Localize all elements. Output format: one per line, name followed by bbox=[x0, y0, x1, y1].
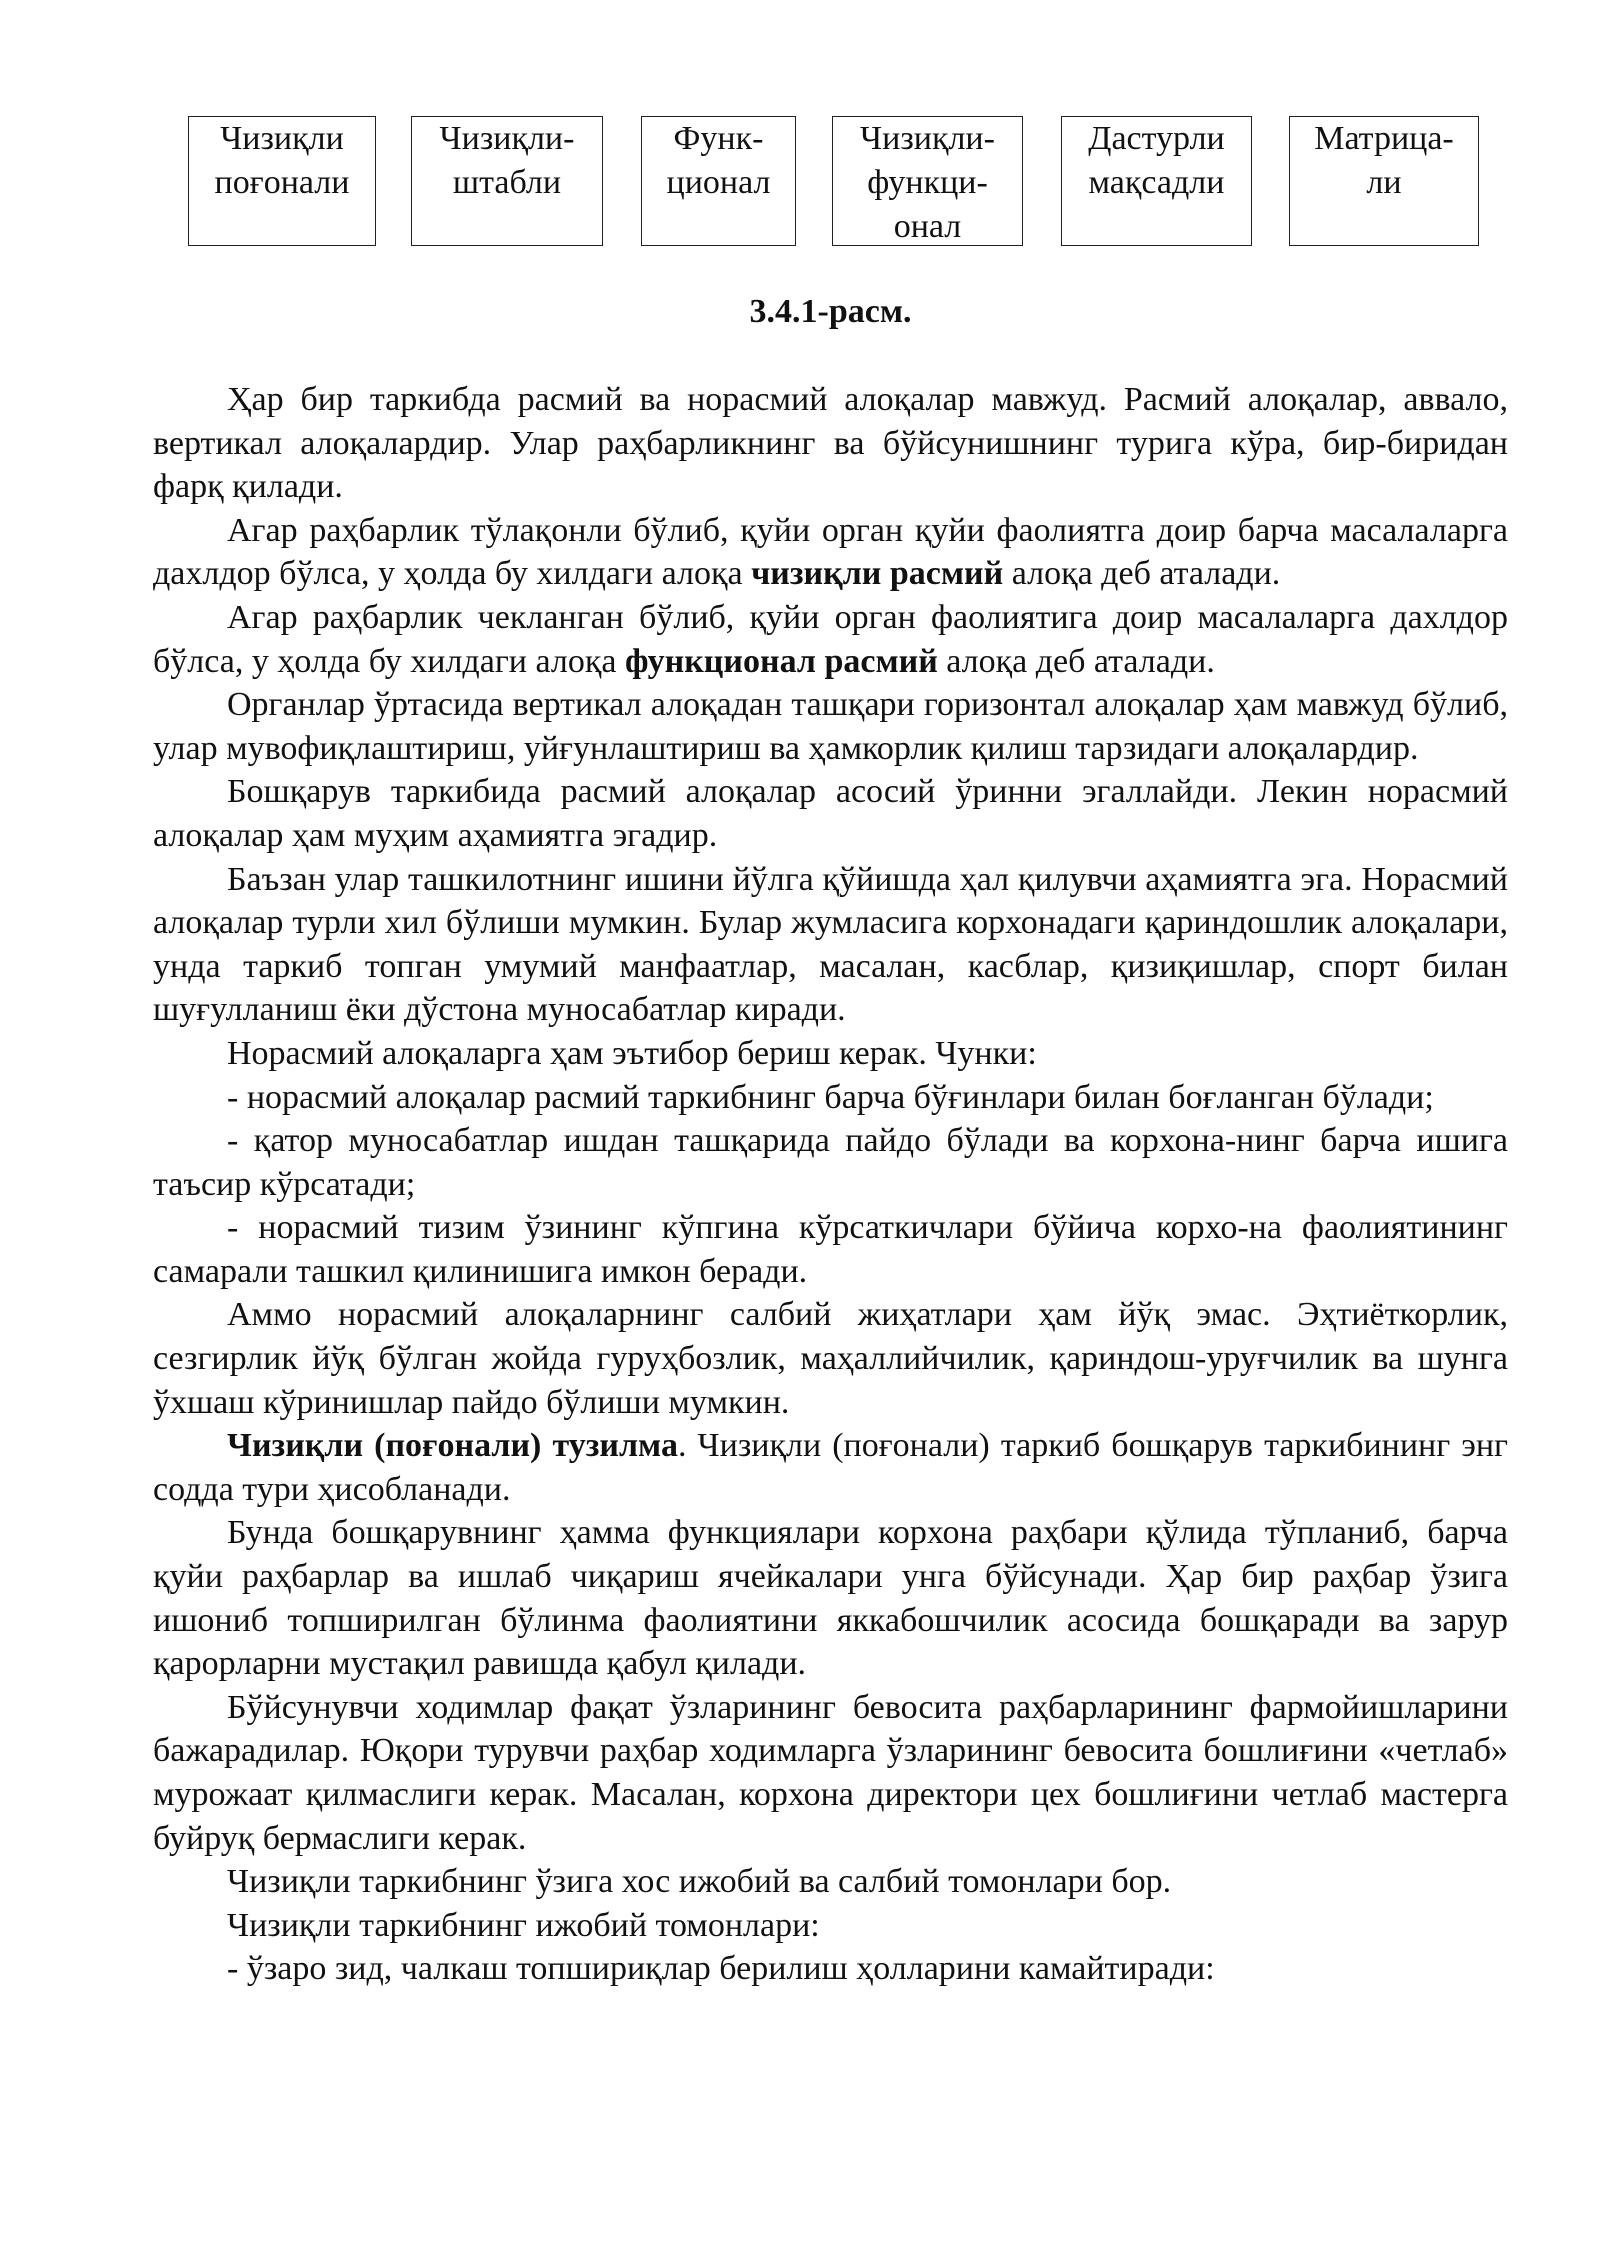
box-line: Дастурли bbox=[1088, 120, 1225, 157]
box-line: онал bbox=[893, 208, 962, 245]
paragraph: Норасмий алоқаларга ҳам эътибор бериш керак. Чунки: bbox=[227, 1034, 1037, 1072]
paragraph: Ҳар бир таркибда расмий ва норасмий алоқалар мавжуд. Расмий алоқалар, аввало, вертикал алоқалардир. Улар раҳбарликнинг ва бўйсунишнинг турига кўра, бир-биридан фарқ қилади. bbox=[153, 381, 1508, 506]
paragraph bbox=[153, 509, 1508, 596]
paragraph: Органлар ўртасида вертикал алоқадан ташқари горизонтал алоқалар ҳам мавжуд бўлиб, улар мувофиқлаштириш, уйғунлаштириш ва ҳамкорлик қилиш тарзидаги алоқалардир. bbox=[153, 686, 1508, 767]
list-item: - қатор муносабатлар ишдан ташқарида пайдо бўлади ва корхона-нинг барча ишига таъсир кўрсатади; bbox=[153, 1122, 1508, 1203]
box-line: Чизиқли- bbox=[439, 120, 575, 157]
paragraph: Бошқарув таркибида расмий алоқалар асосий ўринни эгаллайди. Лекин норасмий алоқалар ҳам муҳим аҳамиятга эгадир. bbox=[153, 773, 1508, 854]
box-linear-staff bbox=[411, 116, 603, 246]
paragraph: Чизиқли таркибнинг ўзига хос ижобий ва салбий томонлари бор. bbox=[227, 1863, 1172, 1901]
paragraph bbox=[153, 596, 1508, 683]
paragraph-text: Агар раҳбарлик чекланган бўлиб, қуйи орган фаолиятига доир масалаларга дахлдор бўлса, у ҳолда бу хилдаги алоқа bbox=[153, 598, 1508, 680]
paragraph: Бўйсунувчи ходимлар фақат ўзларининг бевосита раҳбарларининг фармойишларини бажарадилар. Юқори турувчи раҳбар ходимларга ўзларининг бевосита бошлиғини «четлаб» мурожаат қилмаслиги керак. Масалан, корхона директори цех бошлиғини четлаб мастерга буйруқ бермаслиги керак. bbox=[153, 1688, 1508, 1857]
box-line: Чизиқли- bbox=[860, 120, 995, 157]
org-structure-diagram bbox=[153, 116, 1508, 248]
box-functional bbox=[641, 116, 796, 246]
paragraph: Чизиқли таркибнинг ижобий томонлари: bbox=[227, 1906, 820, 1944]
box-matrix bbox=[1289, 116, 1479, 246]
box-line: Чизиқли bbox=[220, 120, 344, 157]
list-item: - норасмий тизим ўзининг кўпгина кўрсаткичлари бўйича корхо-на фаолиятининг самарали ташкил қилинишига имкон беради. bbox=[153, 1209, 1508, 1290]
box-line: штабли bbox=[452, 164, 562, 201]
paragraph-text: . Чизиқли (поғонали) таркиб бошқарув таркибининг энг содда тури ҳисобланади. bbox=[153, 1427, 1508, 1508]
paragraph bbox=[153, 1424, 1508, 1511]
paragraph-text: алоқа деб аталади. bbox=[937, 642, 1215, 680]
box-program-target bbox=[1061, 116, 1252, 246]
list-item: - ўзаро зид, чалкаш топшириқлар берилиш ҳолларини камайтиради: bbox=[227, 1950, 1215, 1988]
paragraph: Бунда бошқарувнинг ҳамма функциялари корхона раҳбари қўлида тўпланиб, барча қуйи раҳбарлар ва ишлаб чиқариш ячейкалари унга бўйсунади. Ҳар бир раҳбар ўзига ишониб топширилган бўлинма фаолиятини яккабошчилик асосида бошқаради ва зарур қарорларни мустақил равишда қабул қилади. bbox=[153, 1514, 1508, 1683]
bold-term: чизиқли расмий bbox=[751, 555, 1004, 593]
box-linear-functional bbox=[832, 116, 1023, 246]
figure-caption: 3.4.1-расм. bbox=[749, 293, 912, 330]
paragraph-text: Агар раҳбарлик тўлақонли бўлиб, қуйи орган қуйи фаолиятга доир барча масалаларга дахлдор бўлса, у ҳолда бу хилдаги алоқа bbox=[153, 511, 1508, 593]
box-line: функци- bbox=[867, 164, 988, 201]
box-linear-hierarchical bbox=[188, 116, 376, 246]
paragraph: Баъзан улар ташкилотнинг ишини йўлга қўйишда ҳал қилувчи аҳамиятга эга. Норасмий алоқалар турли хил бўлиши мумкин. Булар жумласига корхонадаги қариндошлик алоқалари, унда таркиб топган умумий манфаатлар, масалан, касблар, қизиқишлар, спорт билан шуғулланиш ёки дўстона муносабатлар киради. bbox=[153, 860, 1508, 1029]
body-text bbox=[153, 378, 1508, 1991]
paragraph: Аммо норасмий алоқаларнинг салбий жиҳатлари ҳам йўқ эмас. Эҳтиёткорлик, сезгирлик йўқ бўлган жойда гуруҳбозлик, маҳаллийчилик, қариндош-уруғчилик ва шунга ўхшаш кўринишлар пайдо бўлиши мумкин. bbox=[153, 1296, 1508, 1421]
box-line: Матрица- bbox=[1314, 120, 1454, 157]
paragraph-text: алоқа деб аталади. bbox=[1003, 555, 1281, 593]
box-line: мақсадли bbox=[1088, 164, 1225, 201]
box-line: поғонали bbox=[214, 164, 350, 201]
bold-term: Чизиқли (поғонали) тузилма bbox=[227, 1427, 678, 1465]
box-line: ционал bbox=[666, 164, 771, 201]
box-line: Функ- bbox=[673, 120, 764, 157]
list-item: - норасмий алоқалар расмий таркибнинг барча бўғинлари билан боғланган бўлади; bbox=[227, 1078, 1434, 1116]
bold-term: функционал расмий bbox=[624, 642, 938, 680]
box-line: ли bbox=[1366, 164, 1402, 201]
